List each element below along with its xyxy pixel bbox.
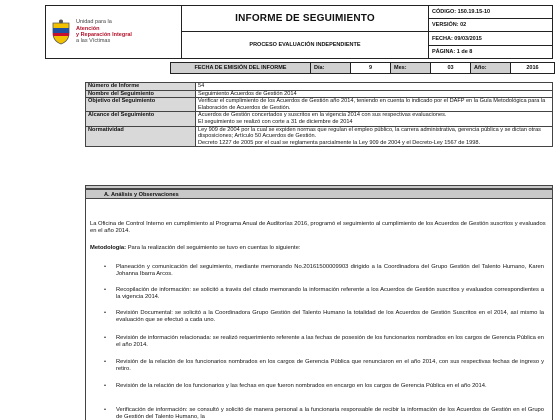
emission-date-row xyxy=(170,62,555,74)
bullet-text: Verificación de información: se consultó y solicitó de manera personal a la funcionaria responsable de recibir la información de los Acuerdos de Gestión en el Grupo de Gestión del Talento Humano, la xyxy=(116,407,544,420)
page-number: PÁGINA: 1 de 8 xyxy=(429,46,553,59)
table-row xyxy=(86,90,553,98)
report-name-label: Nombre del Seguimiento xyxy=(86,90,196,98)
logo-text xyxy=(76,19,132,44)
month-label: Mes: xyxy=(391,63,431,73)
report-info-table xyxy=(85,82,553,147)
methodology-paragraph xyxy=(90,245,546,252)
regulations-value xyxy=(196,126,553,147)
scope-line-1: Acuerdos de Gestión concertados y suscritos en la vigencia 2014 con sus respectivas evaluaciones. xyxy=(198,112,447,119)
regulations-label: Normatividad xyxy=(86,126,196,147)
emission-date-label: FECHA DE EMISIÓN DEL INFORME xyxy=(171,63,311,73)
report-number-value: 54 xyxy=(196,83,553,91)
section-title: A. Análisis y Observaciones xyxy=(85,189,553,199)
logo-line-2a: Atención xyxy=(76,25,100,32)
bullet-text: Revisión de información relacionada: se realizó requerimiento referente a las fechas de posesión de los funcionarios nombrados en los cargos de Gerencia Pública en el año 2014. xyxy=(116,335,544,348)
intro-paragraph: La Oficina de Control Interno en cumplimiento al Programa Anual de Auditorías 2016, programó el seguimiento al cumplimiento de los Acuerdos de Gestión suscritos y evaluados en el año 2014. xyxy=(90,221,546,234)
report-number-label: Número de Informe xyxy=(86,83,196,91)
table-row xyxy=(86,112,553,126)
objective-value: Verificar el cumplimiento de los Acuerdos de Gestión año 2014, teniendo en cuenta lo indicado por el DAFP en la Guía Metodológica para la Elaboración de Acuerdos de Gestión. xyxy=(196,98,553,112)
regulation-2: Decreto 1227 de 2005 por el cual se reglamenta parcialmente la Ley 909 de 2004 y el Decreto-Ley 1567 de 1998. xyxy=(198,139,481,146)
document-date: FECHA: 09/03/2015 xyxy=(429,32,553,46)
institution-logo xyxy=(46,19,181,45)
year-value: 2016 xyxy=(511,63,554,73)
coat-of-arms-icon xyxy=(50,19,72,45)
subtitle-cell xyxy=(182,32,429,59)
process-name: PROCESO EVALUACIÓN INDEPENDIENTE xyxy=(249,42,361,48)
methodology-label: Metodología: xyxy=(90,245,127,251)
bullet-text: Revisión de la relación de los funcionarios nombrados en los cargos de Gerencia Pública que renunciaron en el año 2014, con sus respectivas fechas de ingreso y retiro. xyxy=(116,359,544,372)
month-value: 03 xyxy=(431,63,471,73)
document-code: CÓDIGO: 150.19.15-10 xyxy=(429,6,553,19)
report-name-value: Seguimiento Acuerdos de Gestión 2014 xyxy=(196,90,553,98)
methodology-text: Para la realización del seguimiento se tuvo en cuentas lo siguiente: xyxy=(126,245,301,251)
logo-line-3: a las Víctimas xyxy=(76,38,111,45)
scope-line-2: El seguimiento se realizó con corte a 31 de diciembre de 2014 xyxy=(198,118,353,125)
bullet-text: Revisión de la relación de los funcionarios y las fechas en que fueron nombrados en encargo en los cargos de Gerencia Pública en el año 2014. xyxy=(116,383,487,389)
scope-label: Alcance del Seguimiento xyxy=(86,112,196,126)
objective-label: Objetivo del Seguimiento xyxy=(86,98,196,112)
title-cell xyxy=(182,6,429,32)
scope-value xyxy=(196,112,553,126)
logo-cell xyxy=(46,6,182,59)
logo-line-1: Unidad para la xyxy=(76,19,112,26)
logo-line-2b: y Reparación Integral xyxy=(76,32,132,38)
document-header xyxy=(45,5,553,59)
table-row xyxy=(86,98,553,112)
table-row xyxy=(86,83,553,91)
bullet-text: Recopilación de información: se solicitó a través del citado memorando la información referente a los Acuerdos de Gestión suscritos y evaluados correspondientes a la vigencia 2014. xyxy=(116,287,544,300)
document-title: INFORME DE SEGUIMIENTO xyxy=(235,13,375,24)
document-version: VERSIÓN: 02 xyxy=(429,19,553,32)
day-value: 9 xyxy=(351,63,391,73)
table-row xyxy=(86,126,553,147)
bullet-text: Planeación y comunicación del seguimiento, mediante memorando No.20161500009903 dirigido a la Coordinadora del Grupo Gestión del Talento Humano, Karen Johanna Ibarra Arcos. xyxy=(116,264,544,277)
section-body: La Oficina de Control Interno en cumplimiento al Programa Anual de Auditorías 2016, programó el seguimiento al cumplimiento de los Acuerdos de Gestión suscritos y evaluados en el año 2014. Metodología: Para la realización del seguimiento se tuvo en cuentas lo siguiente: • Planeación y comunicación del seguimiento, mediante memorando No.20161500009903 dirigido a la Coordinadora del Grupo Gestión del Talento Humano, Karen Johanna Ibarra Arcos. • Recopilación de información: se solicitó a través del citado memorando la información referente a los Acuerdos de Gestión suscritos y evaluados correspondientes a la vigencia 2014. • Revisión Documental: se solicitó a la Coordinadora Grupo Gestión del Talento Humano la totalidad de los Acuerdos de Gestión Suscritos en el 2014, así mismo la evaluación que se efectuó a cada uno. • Revisión de información relacionada: se realizó requerimiento referente a las fechas de posesión de los funcionarios nombrados en los cargos de Gerencia Pública en el año 2014. • Revisión de la relación de los funcionarios nombrados en los cargos de Gerencia Pública que renunciaron en el año 2014, con sus respectivas fechas de ingreso y retiro. • Revisión de la relación de los funcionarios y las fechas en que fueron nombrados en encargo en los cargos de Gerencia Pública en el año 2014. • Verificación de información: se consultó y solicitó de manera personal a la funcionaria responsable de recibir la información de los Acuerdos de Gestión en el Grupo de Gestión del Talento Humano, la xyxy=(85,199,553,420)
year-label: Año: xyxy=(471,63,511,73)
regulation-1: Ley 909 de 2004 por la cual se expiden normas que regulan el empleo público, la carrera administrativa, gerencia pública y se dictan otras disposiciones; Artículo 50 Acuerdos de Gestión. xyxy=(198,126,541,140)
day-label: Día: xyxy=(311,63,351,73)
bullet-text: Revisión Documental: se solicitó a la Coordinadora Grupo Gestión del Talento Humano la totalidad de los Acuerdos de Gestión Suscritos en el 2014, así mismo la evaluación que se efectuó a cada uno. xyxy=(116,310,544,323)
